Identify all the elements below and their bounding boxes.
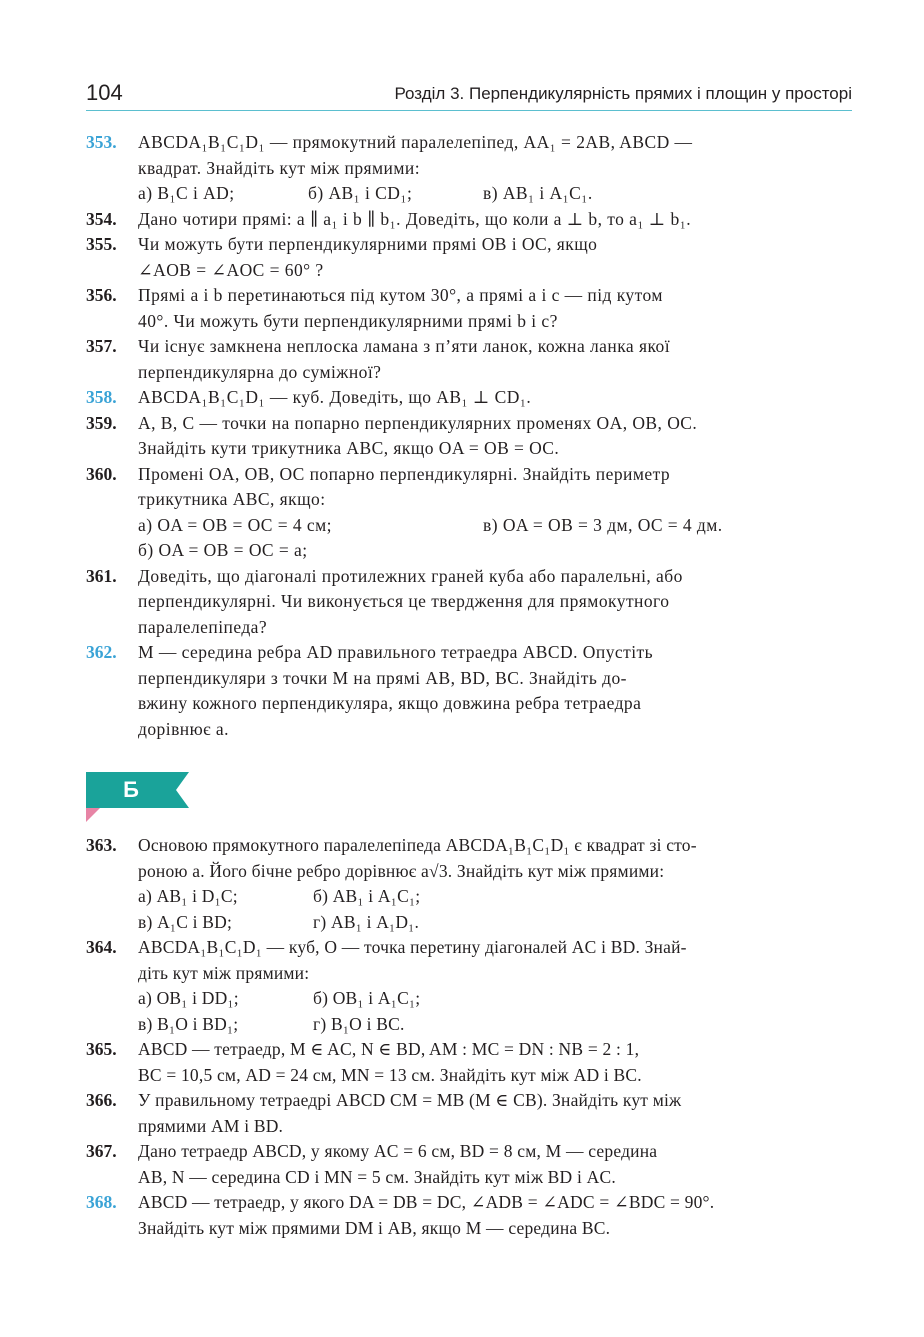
problem-number: 363. xyxy=(86,835,117,855)
problem-text-line: ABCD — тетраедр, M ∈ AC, N ∈ BD, AM : MC = DN : NB = 2 : 1, xyxy=(138,1039,640,1059)
problem-text-line: Чи можуть бути перпендикулярними прямі OB і OC, якщо xyxy=(138,234,598,254)
problem-text-line: вжину кожного перпендикуляра, якщо довжина ребра тетраедра xyxy=(138,693,642,713)
problem-number: 361. xyxy=(86,565,117,586)
problem-text-line: роною a. Його бічне ребро дорівнює a√3. Знайдіть кут між прямими: xyxy=(138,860,665,881)
problem-item xyxy=(86,283,852,334)
problem-text-line: Доведіть, що діагоналі протилежних граней куба або паралельні, або xyxy=(138,565,683,586)
options-row xyxy=(138,910,852,936)
problem-text-line: трикутника ABC, якщо: xyxy=(138,489,326,509)
problem-text-line: M — середина ребра AD правильного тетраедра ABCD. Опустіть xyxy=(138,642,654,662)
problem-text-line: дорівнює a. xyxy=(138,718,229,739)
problem-number: 365. xyxy=(86,1039,117,1059)
problem-item xyxy=(86,1139,852,1190)
problem-text-line: перпендикулярні. Чи виконується це твердження для прямокутного xyxy=(138,591,670,611)
problem-text-line: Промені OA, OB, OC попарно перпендикулярні. Знайдіть периметр xyxy=(138,463,671,484)
problem-text-line: квадрат. Знайдіть кут між прямими: xyxy=(138,157,421,178)
problem-text-line: діть кут між прямими: xyxy=(138,962,310,983)
problem-number: 358. xyxy=(86,387,117,407)
problem-number: 366. xyxy=(86,1090,117,1110)
problems-section-a xyxy=(86,130,852,742)
option-item: а) OA = OB = OC = 4 см; xyxy=(138,514,332,535)
option-item: а) AB₁ і D₁C; xyxy=(138,886,238,906)
running-title: Розділ 3. Перпендикулярність прямих і площин у просторі xyxy=(394,84,852,103)
option-item: б) OB₁ і A₁C₁; xyxy=(313,988,421,1008)
problem-item xyxy=(86,334,852,385)
problem-number: 364. xyxy=(86,937,117,957)
problem-text-line: паралелепіпеда? xyxy=(138,616,268,637)
problem-item xyxy=(86,1037,852,1088)
option-item: а) B₁C і AD; xyxy=(138,183,235,203)
problem-number: 357. xyxy=(86,336,117,356)
problem-item xyxy=(86,833,852,935)
problem-text-line: AB, N — середина CD і MN = 5 см. Знайдіть кут між BD і AC. xyxy=(138,1166,616,1187)
options-row xyxy=(138,884,852,910)
option-item: в) AB₁ і A₁C₁. xyxy=(483,183,593,203)
banner-tail xyxy=(86,808,100,822)
problem-text-line: Знайдіть кут між прямими DM і AB, якщо M — середина BC. xyxy=(138,1217,611,1238)
problem-text-line: A, B, C — точки на попарно перпендикулярних променях OA, OB, OC. xyxy=(138,412,698,433)
problem-item xyxy=(86,935,852,1037)
problem-text-line: Знайдіть кути трикутника ABC, якщо OA = OB = OC. xyxy=(138,438,560,458)
problem-text-line: ABCD — тетраедр, у якого DA = DB = DC, ∠ADB = ∠ADC = ∠BDC = 90°. xyxy=(138,1192,715,1212)
header-rule xyxy=(86,110,852,111)
problem-number: 355. xyxy=(86,234,117,254)
problem-text-line: ABCDA₁B₁C₁D₁ — куб, O — точка перетину діагоналей AC і BD. Знай- xyxy=(138,937,687,957)
problem-text-line: перпендикулярна до суміжної? xyxy=(138,361,382,382)
options-row xyxy=(138,181,852,207)
problem-text-line: У правильному тетраедрі ABCD CM = MB (M ∈ CB). Знайдіть кут між xyxy=(138,1090,682,1110)
problem-item xyxy=(86,1190,852,1241)
problem-item xyxy=(86,385,852,411)
page-number: 104 xyxy=(86,80,123,105)
option-item: б) OA = OB = OC = a; xyxy=(138,540,308,560)
problem-item xyxy=(86,462,852,564)
option-item: г) AB₁ і A₁D₁. xyxy=(313,911,420,932)
problem-text-line: 40°. Чи можуть бути перпендикулярними прямі b і c? xyxy=(138,310,558,331)
options-row xyxy=(138,513,852,539)
options-row xyxy=(138,986,852,1012)
section-b-label: Б xyxy=(123,777,139,802)
section-b-banner xyxy=(86,772,189,808)
problem-text-line: ∠AOB = ∠AOC = 60° ? xyxy=(138,259,324,280)
problem-text-line: Дано чотири прямі: a ∥ a₁ і b ∥ b₁. Доведіть, що коли a ⊥ b, то a₁ ⊥ b₁. xyxy=(138,208,692,229)
option-item: в) A₁C і BD; xyxy=(138,911,233,932)
problem-item xyxy=(86,640,852,742)
options-row xyxy=(138,1012,852,1038)
option-item: б) AB₁ і A₁C₁; xyxy=(313,886,421,906)
option-item: а) OB₁ і DD₁; xyxy=(138,988,239,1008)
page-header xyxy=(86,80,852,110)
options-row xyxy=(138,538,852,564)
problem-item xyxy=(86,1088,852,1139)
problem-number: 359. xyxy=(86,412,117,433)
problem-number: 362. xyxy=(86,642,117,662)
problem-text-line: ABCDA₁B₁C₁D₁ — куб. Доведіть, що AB₁ ⊥ CD₁. xyxy=(138,387,532,407)
option-item: в) OA = OB = 3 дм, OC = 4 дм. xyxy=(483,514,723,535)
problem-number: 368. xyxy=(86,1192,117,1212)
problem-number: 360. xyxy=(86,463,117,484)
problem-number: 367. xyxy=(86,1141,117,1161)
problem-text-line: Дано тетраедр ABCD, у якому AC = 6 см, BD = 8 см, M — середина xyxy=(138,1141,658,1161)
option-item: б) AB₁ і CD₁; xyxy=(308,183,413,203)
option-item: в) B₁O і BD₁; xyxy=(138,1013,239,1034)
problem-text-line: BC = 10,5 см, AD = 24 см, MN = 13 см. Знайдіть кут між AD і BC. xyxy=(138,1064,642,1085)
problem-text-line: Прямі a і b перетинаються під кутом 30°, а прямі a і c — під кутом xyxy=(138,285,663,305)
problem-text-line: прямими AM і BD. xyxy=(138,1115,284,1136)
problem-number: 356. xyxy=(86,285,117,305)
problem-text-line: Основою прямокутного паралелепіпеда ABCDA₁B₁C₁D₁ є квадрат зі сто- xyxy=(138,835,697,855)
option-item: г) B₁O і BC. xyxy=(313,1013,405,1034)
problem-number: 354. xyxy=(86,208,117,229)
problem-item xyxy=(86,564,852,641)
problem-item xyxy=(86,130,852,207)
problem-item xyxy=(86,207,852,233)
problems-section-b xyxy=(86,833,852,1241)
problem-text-line: ABCDA₁B₁C₁D₁ — прямокутний паралелепіпед, AA₁ = 2AB, ABCD — xyxy=(138,132,693,152)
problem-item xyxy=(86,232,852,283)
problem-text-line: Чи існує замкнена неплоска ламана з п’яти ланок, кожна ланка якої xyxy=(138,336,671,356)
problem-text-line: перпендикуляри з точки M на прямі AB, BD, BC. Знайдіть до- xyxy=(138,667,627,688)
problem-number: 353. xyxy=(86,132,117,152)
problem-item xyxy=(86,411,852,462)
